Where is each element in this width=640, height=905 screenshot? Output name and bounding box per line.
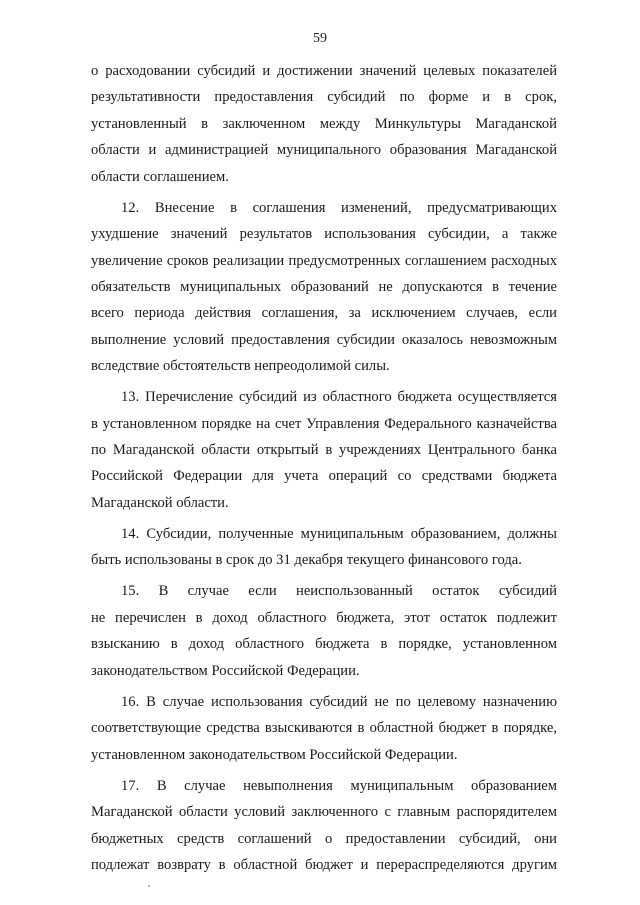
text-line: подлежат возврату в областной бюджет и перераспределяются другим	[91, 856, 557, 873]
text-line: в установленном порядке на счет Управления Федерального казначейства	[91, 415, 557, 432]
text-line: Российской Федерации для учета операций со средствами бюджета	[91, 468, 557, 485]
text-line: 15. В случае если неиспользованный остаток субсидий	[121, 583, 557, 600]
text-line: не перечислен в доход областного бюджета, этот остаток подлежит	[91, 609, 557, 626]
paragraph	[91, 521, 557, 574]
text-line: бюджетных средств соглашений о предоставлении субсидий, они	[91, 830, 557, 847]
text-line: выполнение условий предоставления субсидии оказалось невозможным	[91, 331, 557, 348]
page-number: 59	[313, 31, 327, 46]
text-line: обязательств муниципальных образований не допускаются в течение	[91, 278, 557, 295]
text-line: быть использованы в срок до 31 декабря текущего финансового года.	[91, 552, 522, 569]
paragraph	[91, 195, 557, 380]
paragraph	[91, 773, 557, 879]
text-line: установленном законодательством Российской Федерации.	[91, 746, 458, 763]
paragraph	[91, 689, 557, 768]
text-line: Магаданской области.	[91, 494, 229, 511]
scan-speck	[148, 885, 150, 887]
text-line: области и администрацией муниципального образования Магаданской	[91, 142, 557, 159]
text-line: о расходовании субсидий и достижении значений целевых показателей	[91, 63, 557, 79]
paragraph	[91, 58, 557, 190]
text-line: ухудшение значений результатов использования субсидии, а также	[91, 226, 557, 243]
text-line: взысканию в доход областного бюджета в порядке, установленном	[91, 636, 557, 653]
text-line: результативности предоставления субсидий по форме и в срок,	[91, 89, 557, 106]
text-line: установленный в заключенном между Минкультуры Магаданской	[91, 115, 557, 132]
text-line: 13. Перечисление субсидий из областного бюджета осуществляется	[121, 389, 557, 406]
text-line: Магаданской области условий заключенного с главным распорядителем	[91, 804, 557, 821]
paragraph	[91, 384, 557, 516]
text-line: вследствие обстоятельств непреодолимой силы.	[91, 358, 390, 375]
text-line: 16. В случае использования субсидий не по целевому назначению	[121, 693, 557, 710]
text-line: 17. В случае невыполнения муниципальным образованием	[121, 777, 557, 794]
text-line: 14. Субсидии, полученные муниципальным образованием, должны	[121, 525, 557, 542]
text-line: соответствующие средства взыскиваются в областной бюджет в порядке,	[91, 720, 557, 737]
text-line: 12. Внесение в соглашения изменений, предусматривающих	[121, 199, 557, 216]
text-line: всего периода действия соглашения, за исключением случаев, если	[91, 305, 557, 322]
paragraph	[91, 578, 557, 684]
text-line: области соглашением.	[91, 168, 229, 185]
document-body	[91, 58, 557, 883]
text-line: по Магаданской области открытый в учреждениях Центрального банка	[91, 442, 557, 459]
text-line: увеличение сроков реализации предусмотренных соглашением расходных	[91, 252, 557, 269]
text-line: законодательством Российской Федерации.	[91, 662, 360, 679]
